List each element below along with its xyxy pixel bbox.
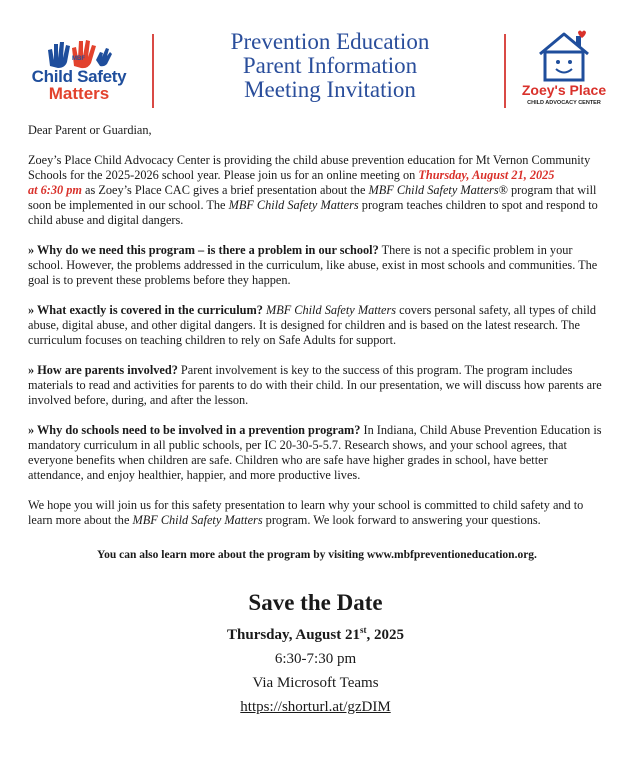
faq-4 <box>28 423 606 483</box>
title-line-1: Prevention Education <box>230 29 430 54</box>
faq-answer: Parent involvement is key to the success of this program. The program includes materials to read and activities for parents to do with their child. In our presentation, we will discuss how parents are involved before, during, and after the lesson. <box>28 363 602 407</box>
program-name: MBF Child Safety Matters <box>132 513 263 527</box>
intro-text-d: program teaches children to spot and respond to child abuse and digital dangers. <box>28 198 598 227</box>
event-date <box>0 618 631 647</box>
page-title <box>160 30 500 102</box>
letter-body <box>28 123 606 578</box>
program-name: MBF Child Safety Matters <box>228 198 359 212</box>
intro-text-b: as Zoey’s Place CAC gives a brief presentation about the <box>81 183 369 197</box>
meeting-link[interactable]: https://shorturl.at/gzDIM <box>240 699 391 715</box>
divider-left <box>152 34 154 108</box>
title-line-2: Parent Information <box>242 53 418 78</box>
divider-right <box>504 34 506 108</box>
faq-answer: There is not a specific problem in your school. However, the problems addressed in the curriculum, like abuse, exist in most schools and communities. The goal is to prevent these problems before they happen. <box>28 243 598 287</box>
faq-question: » Why do we need this program – is there a problem in our school? <box>28 243 379 257</box>
zoeys-place-logo <box>514 30 614 110</box>
faq-question: » How are parents involved? <box>28 363 178 377</box>
faq-2 <box>28 303 606 348</box>
closing-text-a: We hope you will join us for this safety presentation to learn why your school is committed to child safety and to learn more about the <box>28 498 584 527</box>
intro-paragraph <box>28 153 606 228</box>
faq-1 <box>28 243 606 288</box>
hands-icon <box>44 36 114 70</box>
faq-answer: covers personal safety, all types of child abuse, digital abuse, and other digital dangers. It is designed for children and is based on the latest research. The curriculum focuses on teaching children to rely on Safe Adults for support. <box>28 303 597 347</box>
intro-text-c: ® program that will soon be implemented in our school. The <box>28 183 597 212</box>
event-date-suffix: st <box>359 625 367 635</box>
mbf-label: MBF <box>72 56 85 62</box>
faq-answer: In Indiana, Child Abuse Prevention Education is mandatory curriculum in all public schools, per IC 20-30-5-5.7. Research shows, and your school agrees, that everyone benefits when children are safe. Children who are safe have higher grades in school, have better attendance, and enjoy healthier, happier, and more productive lives. <box>28 423 602 482</box>
event-date-year: , 2025 <box>366 627 404 643</box>
faq-question: » What exactly is covered in the curriculum? <box>28 303 263 317</box>
closing-paragraph <box>28 498 606 528</box>
intro-text-a: Zoey’s Place Child Advocacy Center is providing the child abuse prevention education for Mt Vernon Community Schools for the 2025-2026 school year. Please join us for an online meeting on <box>28 153 591 182</box>
event-time: 6:30-7:30 pm <box>274 651 357 667</box>
faq-3 <box>28 363 606 408</box>
save-the-date-title: Save the Date <box>248 590 383 615</box>
zoeys-place-name: Zoey's Place <box>521 82 607 98</box>
logo-line-2: Matters <box>48 84 110 103</box>
zoeys-place-subtitle: CHILD ADVOCACY CENTER <box>527 100 601 106</box>
event-platform: Via Microsoft Teams <box>252 675 379 691</box>
meeting-date: Thursday, August 21, 2025 <box>418 168 555 182</box>
title-line-3: Meeting Invitation <box>244 77 416 102</box>
closing-text-b: program. We look forward to answering your questions. <box>262 513 541 527</box>
meeting-time: at 6:30 pm <box>28 183 82 197</box>
learn-more-note: You can also learn more about the program by visiting www.mbfpreventioneducation.org. <box>97 549 537 561</box>
house-icon <box>514 30 614 82</box>
program-name: MBF Child Safety Matters <box>265 303 397 317</box>
child-safety-matters-logo <box>20 36 138 106</box>
save-the-date <box>0 588 631 719</box>
logo-line-1: Child Safety <box>31 67 127 86</box>
faq-question: » Why do schools need to be involved in a prevention program? <box>28 423 361 437</box>
header <box>0 0 631 120</box>
greeting: Dear Parent or Guardian, <box>28 123 152 137</box>
event-date-main: Thursday, August 21 <box>227 627 360 643</box>
program-name: MBF Child Safety Matters <box>368 183 499 197</box>
